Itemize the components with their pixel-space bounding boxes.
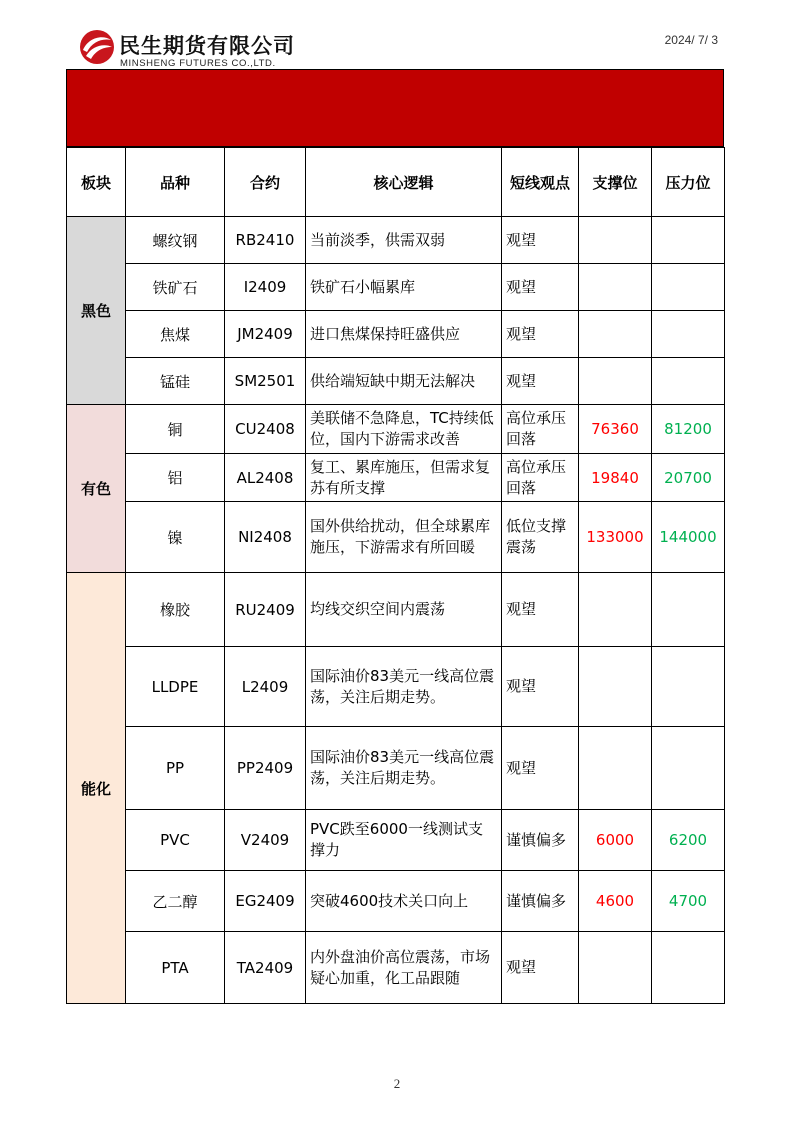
header-logic: 核心逻辑 [306, 148, 502, 217]
product-cell: LLDPE [126, 647, 225, 727]
view-cell: 高位承压回落 [502, 405, 579, 454]
table-row [67, 264, 725, 311]
table-row [67, 573, 725, 647]
table-row [67, 871, 725, 932]
table-row [67, 727, 725, 810]
resistance-cell: 6200 [652, 810, 725, 871]
support-cell: 4600 [579, 871, 652, 932]
header-support: 支撑位 [579, 148, 652, 217]
support-cell: 76360 [579, 405, 652, 454]
header-product: 品种 [126, 148, 225, 217]
header-contract: 合约 [225, 148, 306, 217]
view-cell: 观望 [502, 647, 579, 727]
product-cell: 铜 [126, 405, 225, 454]
logic-cell: 进口焦煤保持旺盛供应 [306, 311, 502, 358]
table-row [67, 311, 725, 358]
support-cell [579, 264, 652, 311]
product-cell: 橡胶 [126, 573, 225, 647]
view-cell: 观望 [502, 932, 579, 1004]
product-cell: PTA [126, 932, 225, 1004]
product-cell: 乙二醇 [126, 871, 225, 932]
view-cell: 观望 [502, 727, 579, 810]
product-cell: PP [126, 727, 225, 810]
header-banner [66, 69, 724, 147]
product-cell: 焦煤 [126, 311, 225, 358]
resistance-cell [652, 264, 725, 311]
table-row [67, 358, 725, 405]
product-cell: 锰硅 [126, 358, 225, 405]
contract-cell: SM2501 [225, 358, 306, 405]
product-cell: 镍 [126, 502, 225, 573]
table-row [67, 405, 725, 454]
contract-cell: TA2409 [225, 932, 306, 1004]
resistance-cell: 144000 [652, 502, 725, 573]
sector-cell-black: 黑色 [67, 217, 126, 405]
logic-cell: 国际油价83美元一线高位震荡，关注后期走势。 [306, 647, 502, 727]
product-cell: 螺纹钢 [126, 217, 225, 264]
view-cell: 谨慎偏多 [502, 810, 579, 871]
contract-cell: NI2408 [225, 502, 306, 573]
table-header-row [67, 148, 725, 217]
resistance-cell [652, 647, 725, 727]
contract-cell: EG2409 [225, 871, 306, 932]
resistance-cell [652, 573, 725, 647]
support-cell [579, 217, 652, 264]
logic-cell: PVC跌至6000一线测试支撑力 [306, 810, 502, 871]
resistance-cell [652, 358, 725, 405]
contract-cell: RU2409 [225, 573, 306, 647]
logic-cell: 铁矿石小幅累库 [306, 264, 502, 311]
resistance-cell: 4700 [652, 871, 725, 932]
report-date: 2024/ 7/ 3 [664, 33, 718, 47]
contract-cell: JM2409 [225, 311, 306, 358]
support-cell [579, 932, 652, 1004]
logic-cell: 复工、累库施压，但需求复苏有所支撑 [306, 454, 502, 502]
contract-cell: I2409 [225, 264, 306, 311]
support-cell [579, 647, 652, 727]
header-view: 短线观点 [502, 148, 579, 217]
support-cell [579, 311, 652, 358]
resistance-cell [652, 727, 725, 810]
sector-cell-energy: 能化 [67, 573, 126, 1004]
logic-cell: 国外供给扰动，但全球累库施压，下游需求有所回暖 [306, 502, 502, 573]
contract-cell: PP2409 [225, 727, 306, 810]
logic-cell: 内外盘油价高位震荡，市场疑心加重，化工品跟随 [306, 932, 502, 1004]
resistance-cell [652, 311, 725, 358]
resistance-cell: 81200 [652, 405, 725, 454]
contract-cell: RB2410 [225, 217, 306, 264]
header-sector: 板块 [67, 148, 126, 217]
logic-cell: 供给端短缺中期无法解决 [306, 358, 502, 405]
product-cell: 铝 [126, 454, 225, 502]
support-cell [579, 727, 652, 810]
logic-cell: 国际油价83美元一线高位震荡，关注后期走势。 [306, 727, 502, 810]
table-row [67, 932, 725, 1004]
resistance-cell [652, 932, 725, 1004]
view-cell: 低位支撑震荡 [502, 502, 579, 573]
minsheng-swirl-logo-icon [78, 28, 116, 66]
view-cell: 观望 [502, 311, 579, 358]
contract-cell: L2409 [225, 647, 306, 727]
support-cell [579, 573, 652, 647]
view-cell: 观望 [502, 358, 579, 405]
support-cell: 6000 [579, 810, 652, 871]
page-number: 2 [393, 1076, 401, 1091]
support-cell [579, 358, 652, 405]
logic-cell: 突破4600技术关口向上 [306, 871, 502, 932]
contract-cell: V2409 [225, 810, 306, 871]
strategy-table [66, 147, 725, 1004]
table-row [67, 217, 725, 264]
contract-cell: CU2408 [225, 405, 306, 454]
logic-cell: 均线交织空间内震荡 [306, 573, 502, 647]
table-row [67, 454, 725, 502]
support-cell: 19840 [579, 454, 652, 502]
table-row [67, 647, 725, 727]
view-cell: 观望 [502, 217, 579, 264]
logic-cell: 美联储不急降息，TC持续低位，国内下游需求改善 [306, 405, 502, 454]
header-resistance: 压力位 [652, 148, 725, 217]
view-cell: 观望 [502, 264, 579, 311]
table-row [67, 502, 725, 573]
product-cell: PVC [126, 810, 225, 871]
contract-cell: AL2408 [225, 454, 306, 502]
resistance-cell [652, 217, 725, 264]
view-cell: 观望 [502, 573, 579, 647]
company-name-en: MINSHENG FUTURES CO.,LTD. [120, 58, 276, 69]
table-row [67, 810, 725, 871]
company-logo [78, 28, 318, 72]
product-cell: 铁矿石 [126, 264, 225, 311]
view-cell: 谨慎偏多 [502, 871, 579, 932]
sector-cell-nonferrous: 有色 [67, 405, 126, 573]
company-name-cn: 民生期货有限公司 [119, 34, 295, 58]
logic-cell: 当前淡季，供需双弱 [306, 217, 502, 264]
resistance-cell: 20700 [652, 454, 725, 502]
support-cell: 133000 [579, 502, 652, 573]
view-cell: 高位承压回落 [502, 454, 579, 502]
